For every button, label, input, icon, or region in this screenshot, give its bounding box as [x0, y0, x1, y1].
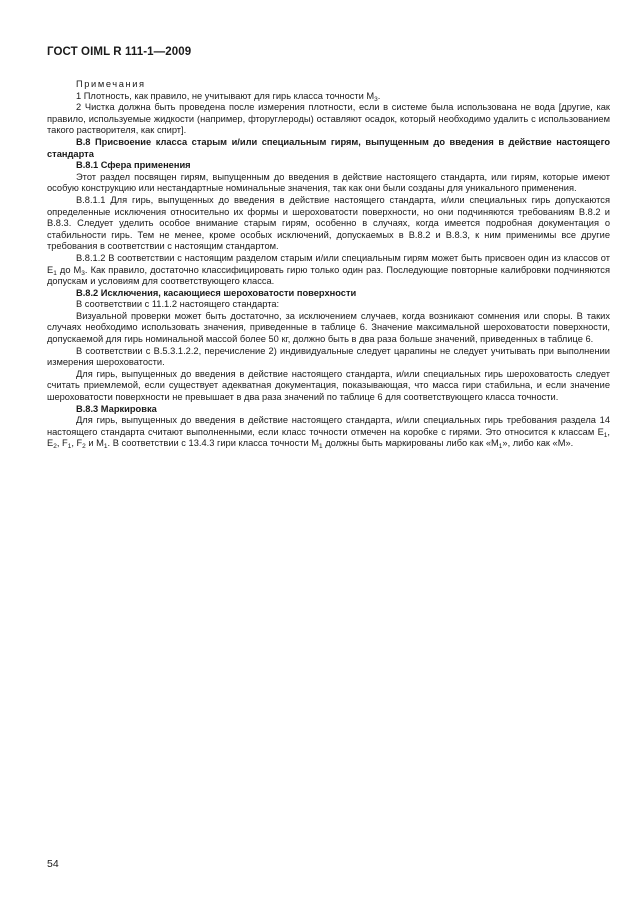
page-number: 54: [47, 858, 59, 870]
section-b8-2-para-2: Визуальной проверки может быть достаточно, за исключением случаев, когда возникают сомнения или споры. В таких случаях необходимо использовать значения, приведенные в таблице 6. Значение максимальной шероховатости поверхности, допускаемой для гирь номинальной массой более 50 кг, должно быть в два раза больше значений, приведенных в таблице 6.: [47, 310, 610, 345]
notes-heading: Примечания: [76, 79, 146, 89]
page-content: [47, 79, 610, 450]
section-b8-1-2-para: B.8.1.2 В соответствии с настоящим разделом старым и/или специальным гирям может быть присвоен один из классов от $E_1$ до $M_3$. Как правило, достаточно классифицировать гирю только один раз. Последующие повторные калибровки подчиняются допускам и условиям для соответствующего класса.: [47, 252, 610, 287]
note-2: 2 Чистка должна быть проведена после измерения плотности, если в системе была использована не вода [другие, как правило, используемые жидкости (например, фторуглероды) оставляют осадок, который необходимо удалить с использованием такого растворителя, как спирт].: [47, 102, 610, 136]
document-code-header: ГОСТ OIML R 111-1—2009: [47, 46, 192, 58]
section-b8-3-para: Для гирь, выпущенных до введения в действие настоящего стандарта, и/или специальных гирь требования раздела 14 настоящего стандарта считают выполненными, если класс точности отмечен на коробке с гирями. Это относится к классам $E_1$, $E_2$, $F_1$, $F_2$ и $M_1$. В соответствии с 13.4.3 гири класса точности $M_1$ должны быть маркированы либо как «$M_1$», либо как «M».: [47, 415, 610, 451]
section-b8-1-1-para: B.8.1.1 Для гирь, выпущенных до введения в действие настоящего стандарта, и/или специальных гирь допускаются определенные исключения относительно их формы и шероховатости поверхности, но они подчиняются требованиям B.8.2 и B.8.3. Следует уделить особое внимание старым гирям, особенно в случаях, когда имеется подробная документация о стабильности гирь. Тем не менее, кроме особых исключений, допускаемых в B.8.2 и B.8.3, к ним применимы все другие требования в соответствии с настоящим стандартом.: [47, 194, 610, 252]
section-b8-1-para: Этот раздел посвящен гирям, выпущенным до введения в действие настоящего стандарта, или гирям, которые имеют особую конструкцию или нестандартные номинальные значения, так как они были созданы для уникального применения.: [47, 171, 610, 194]
section-b8-2-para-1: В соответствии с 11.1.2 настоящего стандарта:: [76, 299, 280, 310]
section-b8-2-para-3: В соответствии с B.5.3.1.2.2, перечисление 2) индивидуальные следует царапины не следует учитывать при выполнении измерения шероховатости.: [47, 345, 610, 368]
section-b8-3-title: B.8.3 Маркировка: [76, 403, 157, 414]
section-b8-title: B.8 Присвоение класса старым и/или специальным гирям, выпущенным до введения в действие настоящего стандарта: [47, 136, 610, 159]
section-b8-2-title: B.8.2 Исключения, касающиеся шероховатости поверхности: [76, 287, 357, 298]
section-b8-2-para-4: Для гирь, выпущенных до введения в действие настоящего стандарта, и/или специальных гирь шероховатость следует считать приемлемой, если существует адекватная документация, показывающая, что масса гири стабильна, и если значение шероховатости поверхности не превышает в два раза значений по таблице 6 для соответствующего класса точности.: [47, 368, 610, 403]
section-b8-1-title: B.8.1 Сфера применения: [76, 160, 191, 171]
note-1: 1 Плотность, как правило, не учитывают для гирь класса точности $M_3$.: [76, 90, 381, 103]
